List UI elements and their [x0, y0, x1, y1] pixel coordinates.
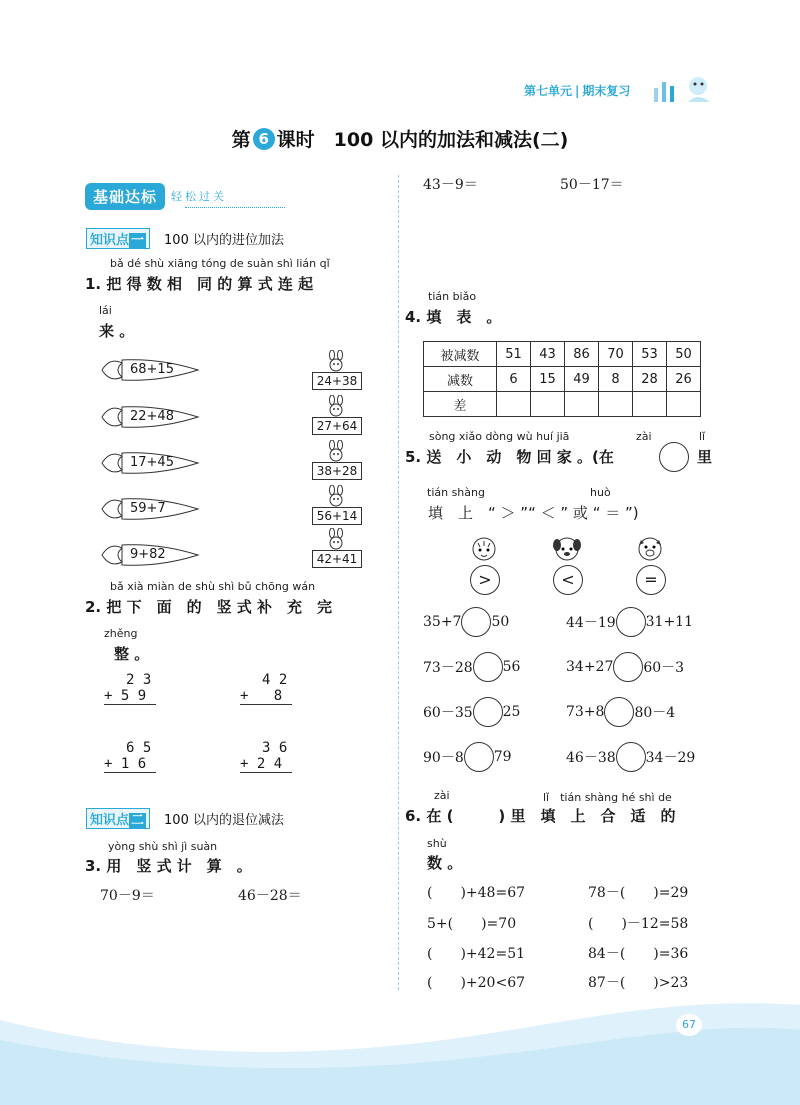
vertical-sum-top: 2 3 [126, 672, 152, 688]
bottom-wave-decoration [0, 990, 800, 1105]
q5-pinyin-huo: huò [590, 486, 611, 499]
q3-item-1: 70－9＝ [100, 888, 155, 904]
compare-right: 80－4 [634, 705, 676, 721]
q5-text: 5. 送 小 动 物 回 家 。(在 [405, 448, 614, 466]
rabbit-card[interactable] [312, 485, 362, 525]
unit-label: 第七单元 [524, 84, 573, 98]
vertical-sum-line [240, 772, 292, 773]
table-cell: 15 [531, 367, 565, 392]
compare-left: 73+8 [566, 704, 605, 720]
vertical-sum-line [240, 704, 292, 705]
vertical-sum-bottom: + 1 6 [104, 756, 147, 772]
compare-row-3b [566, 697, 675, 727]
column-divider [398, 175, 399, 990]
knowledge-point-2 [86, 808, 284, 829]
rabbit-card[interactable] [312, 440, 362, 480]
q5-pinyin: sòng xiǎo dòng wù huí jiā [429, 430, 570, 443]
compare-right: 56 [502, 659, 521, 675]
rabbit-icon [325, 395, 347, 417]
table-cell: 26 [667, 367, 701, 392]
q2-text: 2. 把 下 面 的 竖 式 补 充 完 [85, 598, 333, 616]
q1-pinyin: bǎ dé shù xiāng tóng de suàn shì lián qǐ [110, 257, 330, 270]
fill-blank-item[interactable]: 5+( )=70 [427, 916, 517, 932]
table-row [424, 367, 701, 392]
carrot-card[interactable] [100, 355, 200, 385]
header-decoration-icon [650, 72, 720, 106]
carrot-expression: 17+45 [130, 455, 174, 470]
compare-right: 34－29 [645, 750, 696, 766]
animal-sign-ball: < [553, 565, 583, 595]
q4-text: 4. 填 表 。 [405, 308, 502, 326]
table-cell: 51 [497, 342, 531, 367]
section-badge [85, 183, 227, 209]
vertical-sum-4 [240, 740, 292, 773]
q1-text2: 来 。 [99, 322, 135, 340]
q2-pinyin: bǎ xià miàn de shù shì bǔ chōng wán [110, 580, 316, 593]
fill-blank-item[interactable]: ( )+48=67 [427, 885, 526, 901]
unit-header [524, 82, 630, 99]
table-cell: 49 [565, 367, 599, 392]
fill-blank-item[interactable]: ( )+42=51 [427, 946, 526, 962]
answer-circle[interactable] [659, 442, 689, 472]
table-cell: 50 [667, 342, 701, 367]
row-label: 差 [424, 392, 497, 417]
fill-blank-item[interactable]: 84－( )=36 [588, 946, 689, 962]
carrot-card[interactable] [100, 494, 200, 524]
compare-right: 31+11 [645, 614, 693, 630]
difference-table [423, 341, 701, 417]
q6-pinyin-zai: zài [434, 789, 450, 802]
fill-blank-item[interactable]: 78－( )=29 [588, 885, 689, 901]
pig-icon [630, 535, 670, 569]
vertical-sum-3 [104, 740, 156, 773]
review-label: 期末复习 [582, 84, 631, 98]
knowledge-text: 100 以内的进位加法 [164, 233, 284, 248]
compare-right: 50 [491, 614, 510, 630]
q3-item-3: 43－9＝ [423, 177, 478, 193]
carrot-expression: 22+48 [130, 409, 174, 424]
q1-pinyin2: lái [99, 304, 112, 317]
compare-right: 25 [502, 704, 521, 720]
compare-right: 60－3 [643, 660, 685, 676]
q5-text-li: 里 [697, 448, 713, 466]
compare-row-4 [423, 742, 512, 772]
q6-text2: 数 。 [427, 854, 463, 872]
compare-row-3 [423, 697, 520, 727]
table-cell: 43 [531, 342, 565, 367]
table-cell: 86 [565, 342, 599, 367]
rabbit-expression: 38+28 [312, 462, 362, 480]
rabbit-card[interactable] [312, 395, 362, 435]
answer-cell[interactable] [497, 392, 531, 417]
rabbit-card[interactable] [312, 528, 362, 568]
knowledge-tag: 知识点 二 [86, 808, 150, 829]
tiger-icon [464, 535, 504, 569]
rabbit-expression: 27+64 [312, 417, 362, 435]
fill-blank-item[interactable]: 87－( )>23 [588, 975, 689, 991]
answer-circle[interactable] [613, 652, 643, 682]
rabbit-icon [325, 350, 347, 372]
compare-row-4b [566, 742, 695, 772]
table-cell: 8 [599, 367, 633, 392]
answer-circle[interactable] [464, 742, 494, 772]
compare-left: 46－38 [566, 750, 616, 766]
answer-cell[interactable] [565, 392, 599, 417]
compare-left: 73－28 [423, 660, 473, 676]
table-cell: 6 [497, 367, 531, 392]
q2-text2: 整 。 [114, 645, 150, 663]
compare-left: 35+7 [423, 614, 462, 630]
compare-left: 90－8 [423, 750, 464, 766]
q3-text: 3. 用 竖 式 计 算 。 [85, 857, 252, 875]
header-separator: | [575, 84, 580, 98]
answer-cell[interactable] [599, 392, 633, 417]
answer-circle[interactable] [473, 697, 503, 727]
section-label: 基础达标 [85, 183, 165, 210]
compare-left: 34+27 [566, 659, 614, 675]
lesson-number-badge: 6 [253, 128, 275, 150]
pig-animal [630, 535, 670, 595]
animal-sign-ball: > [470, 565, 500, 595]
q5-pinyin-zai: zài [636, 430, 652, 443]
rabbit-card[interactable] [312, 350, 362, 390]
table-cell: 28 [633, 367, 667, 392]
q3-item-2: 46－28＝ [238, 888, 302, 904]
rabbit-expression: 24+38 [312, 372, 362, 390]
tiger-animal [464, 535, 504, 595]
compare-row-2b [566, 652, 684, 682]
carrot-expression: 68+15 [130, 362, 174, 377]
q4-pinyin: tián biǎo [428, 290, 477, 303]
vertical-sum-bottom: + 2 4 [240, 756, 283, 772]
compare-left: 60－35 [423, 705, 473, 721]
compare-right: 79 [493, 749, 512, 765]
title-text: 课时 100 以内的加法和减法(二) [276, 129, 569, 151]
knowledge-point-1 [86, 228, 284, 249]
answer-circle[interactable] [461, 607, 491, 637]
carrot-expression: 59+7 [130, 501, 166, 516]
title-prefix: 第 [231, 129, 251, 151]
q6-pinyin2: shù [427, 837, 447, 850]
answer-cell[interactable] [633, 392, 667, 417]
compare-row-1 [423, 607, 509, 637]
carrot-card[interactable] [100, 448, 200, 478]
rabbit-icon [325, 528, 347, 550]
compare-row-1b [566, 607, 693, 637]
dog-animal [547, 535, 587, 595]
vertical-sum-top: 3 6 [262, 740, 288, 756]
fill-blank-item[interactable]: ( )+20<67 [427, 975, 526, 991]
rabbit-icon [325, 485, 347, 507]
answer-cell[interactable] [667, 392, 701, 417]
section-underline [185, 207, 285, 208]
vertical-sum-top: 4 2 [262, 672, 288, 688]
q5-pinyin-li: lǐ [699, 430, 706, 443]
rabbit-icon [325, 440, 347, 462]
page-number: 67 [676, 1014, 702, 1036]
dog-icon [547, 535, 587, 569]
animal-sign-ball: = [636, 565, 666, 595]
carrot-card[interactable] [100, 402, 200, 432]
fill-blank-item[interactable]: ( )－12=58 [588, 916, 689, 932]
rabbit-expression: 42+41 [312, 550, 362, 568]
vertical-sum-1 [104, 672, 156, 705]
answer-circle[interactable] [616, 742, 646, 772]
answer-circle[interactable] [473, 652, 503, 682]
page-title [0, 125, 800, 152]
table-row [424, 392, 701, 417]
compare-row-2 [423, 652, 520, 682]
knowledge-text: 100 以内的退位减法 [164, 813, 284, 828]
q3-item-4: 50－17＝ [560, 177, 624, 193]
q6-pinyin: lǐ tián shàng hé shì de [543, 791, 672, 804]
q5-pinyin2: tián shàng [427, 486, 485, 499]
carrot-card[interactable] [100, 540, 200, 570]
table-cell: 53 [633, 342, 667, 367]
answer-cell[interactable] [531, 392, 565, 417]
vertical-sum-2 [240, 672, 292, 705]
row-label: 被减数 [424, 342, 497, 367]
section-sublabel: 轻松过关 [171, 190, 228, 203]
vertical-sum-top: 6 5 [126, 740, 152, 756]
answer-circle[interactable] [616, 607, 646, 637]
q2-pinyin2: zhěng [104, 627, 138, 640]
vertical-sum-bottom: + 5 9 [104, 688, 147, 704]
carrot-expression: 9+82 [130, 547, 166, 562]
vertical-sum-bottom: + 8 [240, 688, 283, 704]
rabbit-expression: 56+14 [312, 507, 362, 525]
q3-pinyin: yòng shù shì jì suàn [108, 840, 218, 853]
q5-text2: 填 上 “ ＞ ”“ ＜ ” 或 “ ＝ ”) [428, 504, 639, 522]
row-label: 减数 [424, 367, 497, 392]
vertical-sum-line [104, 772, 156, 773]
q1-text: 1. 把 得 数 相 同 的 算 式 连 起 [85, 275, 314, 293]
table-cell: 70 [599, 342, 633, 367]
knowledge-tag: 知识点 一 [86, 228, 150, 249]
compare-left: 44－19 [566, 615, 616, 631]
answer-circle[interactable] [604, 697, 634, 727]
q6-text: 6. 在 ( ) 里 填 上 合 适 的 [405, 807, 676, 825]
vertical-sum-line [104, 704, 156, 705]
table-row [424, 342, 701, 367]
